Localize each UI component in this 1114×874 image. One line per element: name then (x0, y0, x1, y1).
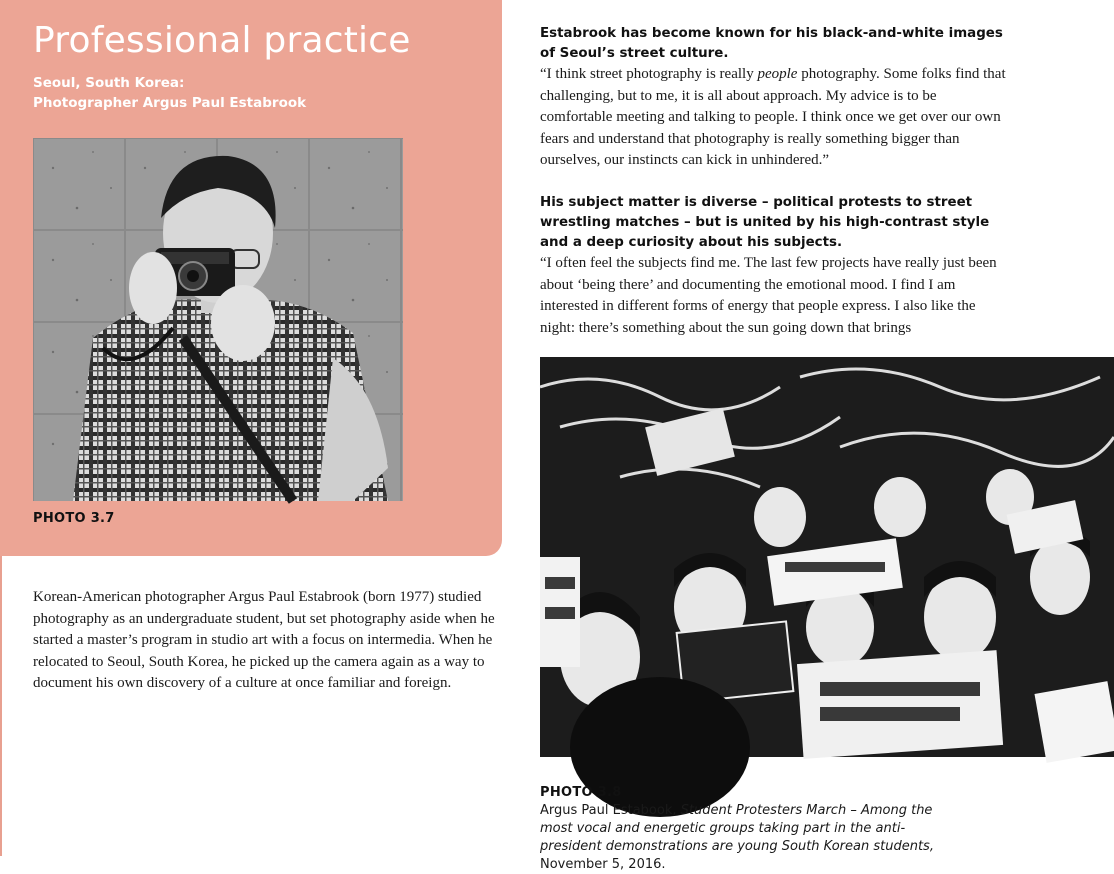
quote-paragraph-2: “I often feel the subjects find me. The last few projects have really just been about ‘being there’ and documenting the emotional mood. I find I am interested in different forms of energy that people express. I also like the night: there’s something about the sun going down that brings (540, 254, 997, 336)
lead-paragraph-2: His subject matter is diverse – political protests to street wrestling matches – but is united by his high-contrast style and a deep curiosity about his subjects. (540, 194, 990, 250)
lead-paragraph-1: Estabrook has become known for his black-and-white images of Seoul’s street culture. (540, 26, 1003, 61)
panel-subtitle-name: Photographer Argus Paul Estabrook (33, 95, 307, 111)
photographer-portrait-photo (33, 138, 403, 501)
intro-paragraph: Korean-American photographer Argus Paul Estabrook (born 1977) studied photography as an undergraduate student, but set photography aside when he started a master’s program in studio art with a focus on intermedia. When he relocated to Seoul, South Korea, he picked up the camera again as a way to document his own discovery of a culture at once familiar and foreign. (33, 589, 495, 692)
quote-paragraph-1 (540, 64, 1010, 172)
panel-subtitle (33, 73, 473, 113)
quote1-end: photography. Some folks find that challenging, but to me, it is all about approach. My advice is to be comfortable meeting and talking to people. I think once we get over our own fears and understand that photography is really something bigger than ourselves, our instincts can kick in unhindered.” (540, 66, 1006, 169)
panel-subtitle-location: Seoul, South Korea: (33, 75, 185, 91)
photo-3-7-label: PHOTO 3.7 (33, 511, 115, 526)
quote1-emphasis: people (757, 66, 798, 82)
photo-3-8-label: PHOTO 3.8 (540, 785, 622, 800)
student-protest-photo (540, 357, 1114, 757)
quote1-start: “I think street photography is really (540, 66, 758, 82)
protest-illustration (540, 357, 1114, 757)
panel-title: Professional practice (33, 20, 411, 61)
portrait-illustration (33, 138, 403, 501)
feature-panel (0, 0, 502, 556)
right-column-text (540, 24, 1010, 339)
caption-author: Argus Paul Estabook, (540, 803, 681, 818)
caption-title: Student Protesters March – Among the most vocal and energetic groups taking part in the anti-president demonstrations are young South Korean students, (540, 803, 934, 854)
caption-date: November 5, 2016. (540, 857, 666, 872)
photo-3-8-caption (540, 784, 940, 874)
